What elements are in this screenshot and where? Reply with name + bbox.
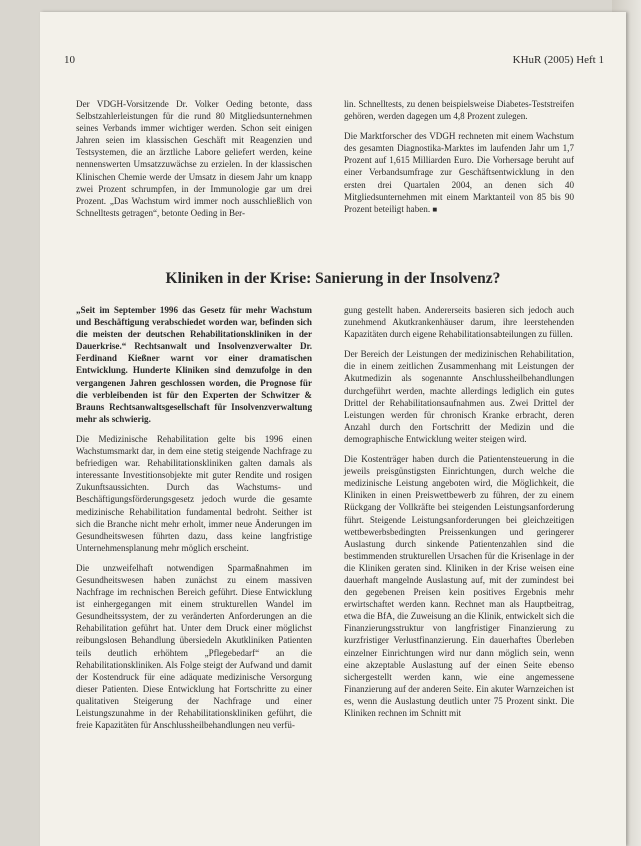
paragraph: Die Medizinische Rehabilitation gelte bis 1996 einen Wachstumsmarkt dar, in dem eine stetig steigende Nachfrage zu befriedigen war. Rehabilitationskliniken galten damals als interessante Investitionsobjekte mit guter Rendite und rosigen Zukunftsaussichten. Durch das Wachstums- und Beschäftigungsförderungsgesetz jedoch wurde die gesamte medizinische Rehabilitation fundamental bedroht. Seither ist sich die Branche nicht mehr erholt, immer neue Änderungen im Gesundheitswesen führten dazu, dass keine langfristige Unternehmensplanung mehr möglich erscheint. bbox=[76, 433, 312, 553]
paragraph-text: Die Marktforscher des VDGH rechneten mit einem Wachstum des gesamten Diagnostika-Marktes im laufenden Jahr um 1,7 Prozent auf 1,615 Milliarden Euro. Die Vorhersage beruht auf einer Verbandsumfrage zur Geschäftsentwicklung in den ersten drei Quartalen 2004, an denen sich 40 Mitgliedsunternehmen mit einem Marktanteil von 85 bis 90 Prozent beteiligt haben. bbox=[344, 131, 574, 214]
page-header bbox=[64, 54, 604, 66]
lead-paragraph: „Seit im September 1996 das Gesetz für mehr Wachstum und Beschäftigung verabschiedet worden war, befinden sich die meisten der deutschen Rehabilitationskliniken in der Dauerkrise.“ Rechtsanwalt und Insolvenzverwalter Dr. Ferdinand Kießner warnt vor einer dramatischen Entwicklung. Hunderte Kliniken sind demzufolge in den vergangenen Jahren geschlossen worden, die Prognose für die verbleibenden ist für den Experten der Schwitzer & Brauns Rechtsanwaltsgesellschaft für Insolvenzverwaltung mehr als schwierig. bbox=[76, 305, 312, 424]
paragraph bbox=[344, 130, 574, 216]
paragraph: lin. Schnelltests, zu denen beispielsweise Diabetes-Teststreifen gehören, werden dagegen um 4,8 Prozent zulegen. bbox=[344, 99, 574, 122]
end-mark: ■ bbox=[432, 204, 438, 214]
paragraph: Der VDGH-Vorsitzende Dr. Volker Oeding betonte, dass Selbstzahlerleistungen für die rund 80 Mitgliedsunternehmen seines Verbands immer wichtiger werden. Schon seit einigen Jahren seien im klassischen Geschäft mit Reagenzien und Testsystemen, die an ärztliche Labore geliefert werden, keine nennenswerten Umsatzzuwächse zu erzielen. In der klassischen Klinischen Chemie werde der Umsatz in diesem Jahr um knapp zwei Prozent schrumpfen, in der Immunologie gar um drei Prozent. „Das Wachstum wird immer noch ausschließlich von Schnelltests getragen“, betonte Oeding in Ber- bbox=[76, 99, 312, 218]
paragraph: Die unzweifelhaft notwendigen Sparmaßnahmen im Gesundheitswesen haben zunächst zu einem massiven Nachfrage im rechnischen Bereich geführt. Diese Entwicklung ist einhergegangen mit einem strukturellen Wandel im Gesundheitssystem, der zu veränderten Anforderungen an die Rehabilitation geführt hat. Unter dem Druck einer möglichst reibungslosen Behandlung übersiedeln Akutkliniken Patienten teils deutlich erhöhtem „Pflegebedarf“ an die Rehabilitationskliniken. Als Folge steigt der Aufwand und damit der Kostendruck für eine adäquate medizinische Versorgung dieser Patienten. Diese Entwicklung hat Fortschritte zu einer qualitativen Steigerung der Nachfrage und einer Leistungszunahme in der Rehabilitationskliniken geführt, die freie Kapazitäten für Anschlussheilbehandlungen neu verfü- bbox=[76, 562, 312, 731]
journal-issue: KHuR (2005) Heft 1 bbox=[512, 54, 604, 66]
bottom-left-column bbox=[76, 304, 312, 739]
bottom-right-column bbox=[344, 304, 574, 727]
paragraph: Der Bereich der Leistungen der medizinischen Rehabilitation, die in einem zeitlichen Zusammenhang mit Leistungen der Akutmedizin als sogenannte Anschlussheilbehandlungen durchgeführt werden, machte allerdings lediglich ein gutes Drittel der Rehabilitationsaufnahmen aus. Zwei Drittel der Leistungen werden für chronisch Kranke erbracht, deren Anzahl durch den Fortschritt der Medizin und die demographische Entwicklung weiter steigen wird. bbox=[344, 349, 574, 444]
document-page bbox=[40, 12, 626, 846]
page-number: 10 bbox=[64, 54, 75, 66]
paragraph: gung gestellt haben. Andererseits basieren sich jedoch auch zunehmend Akutkrankenhäuser darum, ihre leerstehenden Kapazitäten durch eigene Rehabilitationsabteilungen zu füllen. bbox=[344, 305, 574, 340]
article-title: Kliniken in der Krise: Sanierung in der Insolvenz? bbox=[165, 270, 501, 287]
paragraph: Die Kostenträger haben durch die Patientensteuerung in die jeweils preisgünstigsten Einrichtungen, durch welche die medizinische Leistung angeboten wird, die Möglichkeit, die Kliniken in einen Preiswettbewerb zu führen, der zu einem Rückgang der Vollkräfte bei steigenden Leistungsanforderung führt. Steigende Leistungsanforderungen bei gleichzeitigen wettbewerbsbedingten Preissenkungen und geringerer Auslastung durch sinkende Patientenzahlen sind die bestimmenden strukturellen Ursachen für die Krisenlage in der die Kliniken geraten sind. Kliniken in der Krise weisen eine dauerhaft mangelnde Auslastung auf, mit der zumindest bei den gegebenen Preisen kein positives Ergebnis mehr erwirtschaftet werden kann. Rechnet man als Hauptbeitrag, etwa die BfA, die Zuweisung an die Klinik, entwickelt sich die Finanzierungsstruktur von langfristiger Finanzierung zu kurzfristiger Verlustfinanzierung. Ein dauerhaftes Überleben einzelner Einrichtungen wird nur dann möglich sein, wenn eine akzeptable Auslastung auf der einen Seite ebenso sichergestellt werden kann, wie eine angemessene Finanzierung auf der anderen Seite. Ein akuter Warnzeichen ist es, wenn die Auslastung deutlich unter 75 Prozent sinkt. Die Kliniken rechnen im Schnitt mit bbox=[344, 454, 574, 718]
top-left-column bbox=[76, 98, 312, 227]
top-right-column bbox=[344, 98, 574, 224]
